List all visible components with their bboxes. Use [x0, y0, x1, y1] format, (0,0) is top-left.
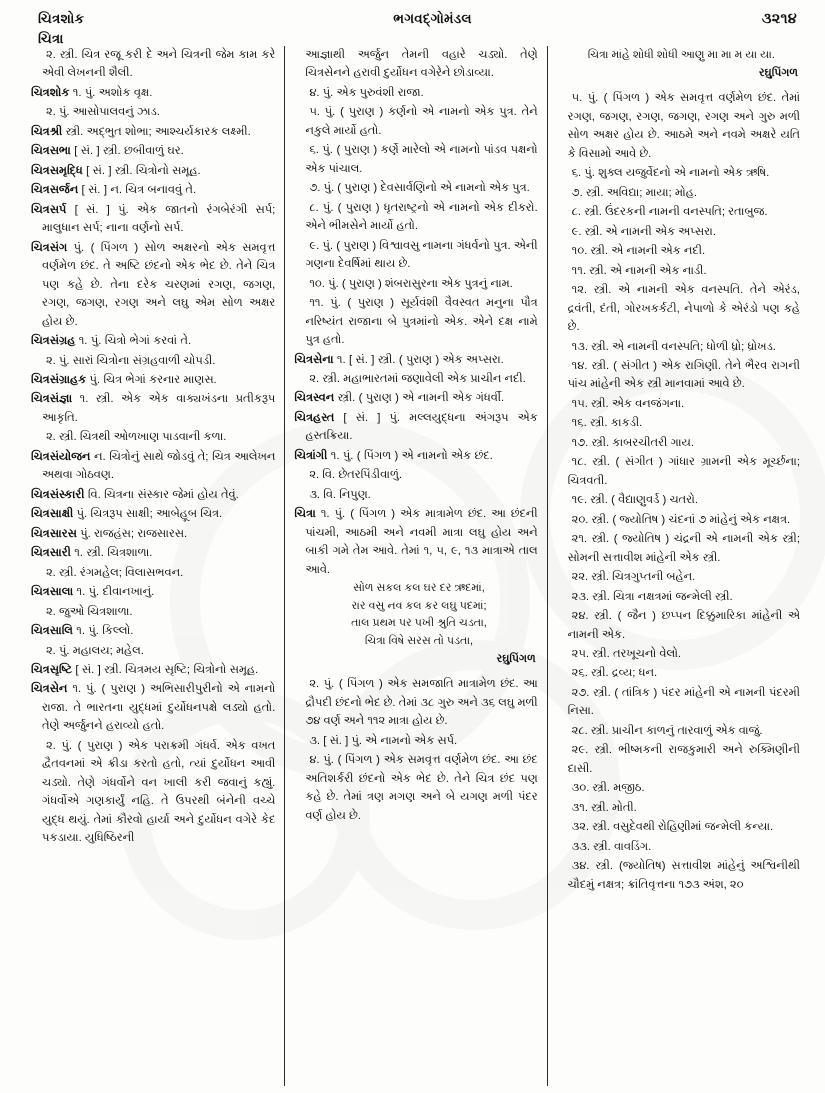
entry-headword: ચિત્રસાક્ષી: [31, 508, 74, 521]
entry-headword: ચિત્રસ્વન: [294, 392, 335, 405]
entry-sense: [557, 357, 800, 394]
dictionary-entry: [31, 486, 275, 504]
entry-text: [ સં. ] સ્ત્રી. ચિત્રમય સૃષ્ટિ; ચિત્રોનો સમૂહ.: [72, 664, 259, 676]
entry-sense: [557, 588, 800, 606]
entry-sense: [31, 642, 275, 660]
dictionary-entry: [31, 84, 275, 102]
entry-sense: [557, 184, 800, 202]
entry-headword: ચિત્રશ્રી: [31, 125, 63, 138]
entry-headword: ચિત્રસંયોજન: [31, 450, 91, 463]
entry-sense: [557, 568, 800, 586]
entry-text: [ સં. ] પું. એક જાતનો રંગબેરંગી સર્પ; માલુધાન સર્પ; નાના વર્ણનો સર્પ.: [42, 203, 276, 235]
verse-line: રાર વસુ નવ કલ કર લઘુ પદમાં;: [351, 599, 487, 612]
dictionary-title: ભગવદ્ગોમંડલ: [393, 11, 472, 26]
dictionary-entry: [31, 622, 275, 640]
entry-headword: ચિત્રસમૃદ્ધિ: [31, 164, 83, 177]
entry-text: ૯. સ્ત્રી. એ નામની એક અપ્સરા.: [571, 225, 717, 238]
entry-sense: [557, 664, 800, 682]
entry-text: ૨. સ્ત્રી. મહાભારતમાં જણાવેલી એક પ્રાચીન નદી.: [309, 372, 526, 385]
entry-text: ૨. સ્ત્રી. રંગમહેલ; વિલાસભવન.: [46, 566, 184, 579]
entry-sense: [31, 603, 275, 621]
entry-sense: [294, 141, 537, 178]
entry-sense: [557, 203, 800, 221]
entry-text: ૨. પું. ( પિંગળ ) એક સમજાતિ માત્રામેળ છંદ. આ દ્રૌપદી છંદનો ભેદ છે. તેમાં ૩૮ ગુરુ અને ૩૬ લઘુ મળી ૭૪ વર્ણ અને ૧૧૨ માત્રા હોય છે.: [305, 678, 538, 728]
entry-text: [ સં. ] પું. મલ્લયુદ્ધના અંગરૂપ એક હસ્તક્રિયા.: [305, 411, 538, 443]
entry-text: ૧. પું. અશોક વૃક્ષ.: [69, 86, 153, 99]
entry-sense: [557, 799, 800, 817]
entry-text: ૩૦. સ્ત્રી. મજીઠ.: [571, 782, 645, 795]
verse-line: ચિત્રા માંહે શોધી શોધી આણુ મા મા મ યા યા.: [587, 49, 775, 61]
dictionary-entry: [31, 239, 275, 331]
entry-text: ૨૩. સ્ત્રી. ચિત્રા નક્ષત્રમાં જન્મેલી સ્ત્રી.: [571, 590, 733, 603]
entry-sense: [557, 838, 800, 856]
column-body: [294, 46, 537, 825]
entry-text: ૭. પું. ( પુરાણ ) દેવસાર્વણિનો એ નામનો એક પુત્ર.: [309, 182, 530, 195]
verse-block: [557, 47, 800, 65]
entry-text: ૧૮. સ્ત્રી. ( સંગીત ) ગાંધાર ગ્રામની એક મૂર્ચ્છના; ચિત્રવતી.: [567, 456, 800, 487]
entry-sense: [294, 237, 537, 274]
entry-sense: [31, 103, 275, 121]
entry-text: ૨૨. સ્ત્રી. ચિત્રગુપ્તની બહેન.: [571, 571, 696, 584]
entry-sense: [294, 84, 537, 102]
entry-text: ૨૯. સ્ત્રી. ભીષ્મકની રાજકુમારી અને રુક્મિણીની દાસી.: [567, 744, 800, 775]
entry-sense: [294, 103, 537, 140]
entry-sense: [294, 732, 537, 750]
entry-sense: [557, 645, 800, 663]
entry-headword: ચિત્રસંજ્ઞા: [31, 393, 73, 406]
entry-text: ૫. પું. ( પુરાણ ) કર્ણનો એ નામનો એક પુત્ર. તેને નકુલે માર્યો હતો.: [305, 106, 538, 137]
entry-text: ૧૫. સ્ત્રી. એક વનજંગના.: [571, 397, 685, 410]
entry-headword: ચિત્રસેન: [31, 683, 68, 696]
entry-text: ૯. પું. ( પુરાણ ) વિશ્વાવસુ નામના ગંધર્વનો પુત્ર. એની ગણના દેવર્ષિમાં થાય છે.: [305, 239, 538, 271]
entry-text: ૧. સ્ત્રી. ચિત્રશાળા.: [70, 547, 153, 560]
entry-sense: [31, 564, 275, 582]
entry-text: ૪. પું. ( પિંગળ ) એક સમવૃત્ત વર્ણમેળ છંદ. આ છંદ અતિશર્કરી છંદનો એક ભેદ છે. તેને ચિત્ર છંદ પણ કહે છે. તેમાં ત્રણ મગણ અને બે યગણ મળી પંદર વર્ણ હોય છે.: [305, 754, 538, 822]
entry-headword: ચિત્રસર્જન: [31, 184, 79, 197]
entry-sense: [557, 414, 800, 432]
entry-text: ૨. જુઓ ચિત્રશાળા.: [46, 605, 133, 618]
entry-headword: ચિત્રાંગી: [294, 449, 328, 462]
entry-headword: ચિત્રસાલા: [31, 586, 74, 599]
column-body: [31, 46, 275, 848]
entry-headword: ચિત્રસૃષ્ટિ: [31, 664, 72, 676]
entry-text: ૧. પું. કિલ્લો.: [72, 625, 134, 638]
entry-text: ૨૫. સ્ત્રી. તરખૂચનો વેલો.: [571, 648, 682, 660]
entry-text: આજ્ઞાથી અર્જુન તેમની વહારે ચડ્યો. તેણે ચિત્રસેનને હરાવી દુર્યોધન વગેરેને છોડાવ્યા.: [305, 49, 538, 80]
running-head-left-second: ચિત્રા: [38, 30, 64, 46]
entry-headword: ચિત્રસંગ્રાહક: [31, 373, 87, 386]
entry-text: ૩. વિ. નિપુણ.: [309, 488, 371, 501]
entry-headword: ચિત્રસભા: [31, 145, 71, 158]
entry-sense: [294, 370, 537, 388]
entry-sense: [557, 338, 800, 356]
column-1: [22, 46, 284, 1086]
entry-text: ૮. પું. ( પુરાણ ) ધૃતરાષ્ટ્રનો એ નામનો એક દીકરો. એને ભીમસેને માર્યો હતો.: [305, 201, 538, 233]
entry-text: ૧. પું. ચિત્રો ભેગાં કરવાં તે.: [75, 335, 192, 348]
entry-text: ૩૪. સ્ત્રી. (જ્યોતિષ) સત્તાવીશ માંહેનું અશ્વિનીથી ચૌદમું નક્ષત્ર; ક્રાંતિવૃત્તના ૧૭૩ અંશ, ૨૦: [567, 860, 800, 891]
entry-sense: [557, 491, 800, 509]
verse-attribution: રઘુપિંગળ: [758, 66, 798, 79]
entry-text: ૩૨. સ્ત્રી. વસુદેવથી રોહિણીમાં જન્મેલી કન્યા.: [571, 821, 774, 834]
entry-text: પું. ચિત્ર ભેગાં કરનાર માણસ.: [86, 373, 217, 386]
entry-headword: ચિત્રસાલિ: [31, 625, 73, 638]
entry-sense: [31, 352, 275, 370]
entry-sense: [557, 434, 800, 452]
verse-block: [294, 580, 537, 650]
dictionary-entry: [294, 389, 537, 407]
entry-sense: [557, 453, 800, 490]
entry-sense: [557, 242, 800, 260]
entry-text: સ્ત્રી. અદ્ભુત શોભા; આશ્ચર્યકારક લક્ષ્મી.: [62, 125, 251, 138]
entry-sense: [557, 779, 800, 797]
entry-text: ૧. પું. દીવાનખાનું.: [73, 586, 155, 599]
entry-headword: ચિત્રસેના: [294, 353, 334, 366]
entry-sense: [294, 275, 537, 293]
entry-sense: [31, 737, 275, 848]
entry-headword: ચિત્રશોક: [31, 86, 70, 99]
page-number: ૩૨૧૪: [761, 11, 797, 27]
entry-text: ૧. પું. ( પુરાણ ) અભિસારીપુરીનો એ નામનો રાજા. તે ભારતના યુદ્ધમાં દુર્યોધનપક્ષે લડ્યો હતો. તેણે અર્જુનને હરાવ્યો હતો.: [42, 683, 276, 733]
entry-text: પું. ચિત્રરૂપ સાક્ષી; આબેહૂબ ચિત્ર.: [73, 508, 223, 521]
entry-text: ૮. સ્ત્રી. ઉંદરકની નામની વનસ્પતિ; રતાબુજ.: [571, 206, 768, 219]
entry-sense: [557, 262, 800, 280]
entry-headword: ચિત્રા: [294, 508, 316, 521]
entry-text: ૨૭. સ્ત્રી. ( તાંત્રિક ) પંદર માંહેની એ નામની પંદરમી નિસા.: [567, 686, 800, 718]
entry-text: ૨. સ્ત્રી. ચિત્રથી ઓળખાણ પાડવાની કળા.: [46, 431, 227, 444]
entry-sense: [557, 530, 800, 567]
entry-text: ૧૧. સ્ત્રી. એ નામની એક નાડી.: [571, 264, 707, 277]
entry-sense: [557, 395, 800, 413]
dictionary-entry: [294, 447, 537, 465]
dictionary-entry: [31, 525, 275, 543]
entry-sense: [294, 199, 537, 236]
dictionary-entry: [31, 661, 275, 679]
dictionary-entry: [294, 351, 537, 369]
entry-text: ૧૯. સ્ત્રી. ( વૈદ્યાણુવર્ડ ) ચતરો.: [571, 494, 699, 507]
entry-sense: [557, 511, 800, 529]
entry-sense: [557, 818, 800, 836]
entry-sense: [557, 223, 800, 241]
dictionary-entry: [31, 142, 275, 160]
entry-headword: ચિત્રસારી: [31, 547, 71, 560]
entry-text: ૭. સ્ત્રી. અવિદ્યા; માયા; મોહ.: [571, 186, 698, 199]
entry-text: ૧૦. સ્ત્રી. એ નામની એક નદી.: [571, 245, 706, 258]
entry-sense: [557, 281, 800, 336]
entry-text: ૬. પું. ( પુરાણ ) કર્ણે મારેલો એ નામનો પાંડવ પક્ષનો એક પાંચાલ.: [305, 144, 538, 175]
entry-text: ૨. પું. સારાં ચિત્રોના સંગ્રહવાળી ચોપડી.: [46, 354, 216, 367]
entry-sense: [557, 722, 800, 740]
entry-text: ૪. પું. એક પુરુવંશી રાજા.: [309, 86, 424, 99]
entry-text: ૧. [ સં. ] સ્ત્રી. ( પુરાણ ) એક અપ્સરા.: [333, 353, 504, 366]
column-2: [284, 46, 546, 1086]
entry-text: વિ. ચિત્રના સંસ્કાર જેમાં હોય તેવું.: [84, 488, 239, 501]
entry-sense: [557, 857, 800, 894]
entry-headword: ચિત્રસર્પ: [31, 203, 67, 216]
entry-text: ૨૮. સ્ત્રી. પ્રાચીન કાળનું તારવાળું એક વાજું.: [571, 724, 763, 737]
entry-text: ૫. પું. ( પિંગળ ) એક સમવૃત્ત વર્ણમેળ છંદ. તેમાં રગણ, જગણ, રગણ, જગણ, રગણ અને ગુરુ મળી સોળ અક્ષર હોય છે. આઠમે અને નવમે અક્ષરે યતિ કે વિસામો આવે છે.: [567, 92, 800, 160]
entry-headword: ચિત્રસંગ્રહ: [31, 335, 76, 348]
entry-sense: [557, 684, 800, 721]
column-body: [557, 47, 800, 894]
entry-headword: ચિત્રહસ્ત: [294, 411, 335, 424]
page-header: [0, 0, 825, 46]
entry-text: પું. ( પિંગળ ) સોળ અક્ષરનો એક સમવૃત્ત વર્ણમેળ છંદ. તે અષ્ટિ છંદનો એક ભેદ છે. તેને ચિત્ર પણ કહે છે. તેના દરેક ચરણમાં રગણ, જગણ, રગણ, જગણ, રગણ અને લઘુ એમ સોળ અક્ષર હોય છે.: [42, 241, 276, 328]
column-3: [547, 46, 809, 1086]
verse-line: ચિત્રા વિષે સરસ તો પડતા,: [364, 634, 474, 647]
entry-text: ૧૬. સ્ત્રી. કાકડી.: [571, 417, 643, 430]
entry-headword: ચિત્રસારસ: [31, 527, 77, 540]
entry-text: ૬. પું. શુક્લ યજુર્વેદનો એ નામનો એક ઋષિ.: [571, 167, 770, 180]
entry-text: ૨૬. સ્ત્રી. દ્રવ્ય; ધન.: [571, 667, 658, 680]
entry-text: ૧. પું. ( પિંગળ ) એ નામનો એક છંદ.: [327, 449, 493, 462]
entry-text: ૧૭. સ્ત્રી. કાબરચીતરી ગાય.: [571, 436, 694, 449]
text-columns: [0, 46, 825, 1086]
entry-sense: [557, 607, 800, 644]
entry-text: ૧૧. પું. ( પુરાણ ) સૂર્યવંશી વૈવસ્વત મનુના પૌત્ર નરિષ્યંત રાજાના બે પુત્રમાંનો એક. એને દક્ષ નામે પુત્ર હતો.: [305, 297, 538, 347]
dictionary-entry: [31, 201, 275, 238]
entry-text: ૨૦. સ્ત્રી. ( જ્યોતિષ ) ચંદનાં ૭ માંહેનું એક નક્ષત્ર.: [571, 513, 791, 526]
entry-text: ૧૩. સ્ત્રી. એ નામની વનસ્પતિ; ધોળી ધ્રો; ધ્રોખડ.: [571, 340, 776, 353]
verse-attribution: રઘુપિંગળ: [496, 652, 536, 665]
entry-headword: ચિત્રસંસ્કારી: [31, 488, 85, 501]
header-row: [38, 10, 797, 30]
verse-line: તાલ પ્રથમ પર પખી શ્રુતિ ચડતા,: [351, 617, 487, 630]
entry-text: ૨૧. સ્ત્રી. ( જ્યોતિષ ) ચંદ્રની એ નામની એક સ્ત્રી; સોમની સત્તાવીશ માંહેની એક સ્ત્રી.: [567, 533, 800, 564]
entry-headword: ચિત્રસંગ: [31, 241, 68, 254]
dictionary-entry: [31, 583, 275, 601]
entry-text: [ સં. ] ન. ચિત્ર બનાવવું તે.: [78, 184, 197, 197]
entry-sense: [557, 164, 800, 182]
running-head-left: ચિત્રશોક: [38, 11, 85, 26]
entry-sense: [557, 89, 800, 163]
entry-text: ૨. વિ. છેતરપિંડીવાળું.: [309, 469, 403, 482]
entry-sense: [294, 486, 537, 504]
entry-text: ૨. સ્ત્રી. ચિત્ર રજૂ કરી દે અને ચિત્રની જેમ કામ કરે એવી લેખનની શૈલી.: [42, 49, 276, 80]
entry-text: સ્ત્રી. ( પુરાણ ) એ નામની એક ગંધર્વી.: [334, 392, 505, 405]
entry-sense: [294, 466, 537, 484]
dictionary-entry: [31, 181, 275, 199]
entry-text: ૩૧. સ્ત્રી. મોતી.: [571, 801, 637, 814]
dictionary-entry: [31, 332, 275, 350]
dictionary-entry: [31, 448, 275, 485]
dictionary-entry: [31, 371, 275, 389]
entry-sense: [294, 751, 537, 825]
dictionary-entry: [31, 544, 275, 562]
entry-text: ૨. પું. આસોપાલવનું ઝાડ.: [46, 106, 160, 119]
entry-text: [ સં. ] સ્ત્રી. ચિત્રોનો સમૂહ.: [82, 164, 201, 177]
entry-text: ૧. સ્ત્રી. એક એક વાક્યખંડના પ્રતીકરૂપ આકૃતિ.: [42, 393, 276, 424]
entry-text: ૧. પું. ( પિંગળ ) એક માત્રામેળ છંદ. આ છંદની પાંચમી, આઠમી અને નવમી માત્રા લઘુ હોય અને બાકી ગમે તેમ આવે. તેમાં ૧, ૫, ૯, ૧૩ માત્રાએ તાલ આવે.: [305, 508, 538, 576]
entry-sense: [294, 179, 537, 197]
dictionary-entry: [31, 680, 275, 735]
entry-text: ૧૪. સ્ત્રી. ( સંગીત ) એક રાગિણી. તેને ભૈરવ રાગની પાંચ માંહેની એક સ્ત્રી માનવામાં આવે છે.: [567, 359, 800, 391]
entry-sense: [557, 741, 800, 778]
dictionary-entry: [31, 123, 275, 141]
dictionary-entry: [31, 390, 275, 427]
verse-line: સોળ સકલ કલ ઘર દર ઋદમાં,: [353, 582, 485, 595]
entry-text: [ સં. ] સ્ત્રી. છબીવાળું ઘર.: [70, 145, 184, 158]
entry-text: ૧૦. પું. ( પુરાણ ) શંબરાસુરના એક પુત્રનું નામ.: [309, 277, 513, 290]
entry-text: ૨૪. સ્ત્રી. ( જૈન ) છપ્પન દિક્કુમારિકા માંહેની એ નામની એક.: [567, 610, 800, 641]
dictionary-entry: [31, 162, 275, 180]
entry-sense: [294, 294, 537, 349]
entry-text: ૨. પું. મહાલય; મહેલ.: [46, 644, 144, 657]
entry-continuation: [294, 46, 537, 83]
dictionary-entry: [294, 409, 537, 446]
entry-sense: [294, 675, 537, 730]
entry-text: ૧૨. સ્ત્રી. એ નામની એક વનસ્પતિ. તેને એરંડ, દ્રવંતી, દંતી, ગોરખકર્કટી, નેપાળો કે એરંડો પણ કહે છે.: [567, 284, 800, 334]
entry-text: ૩. [ સં. ] પું. એ નામનો એક સર્પ.: [309, 734, 458, 747]
dictionary-entry: [294, 505, 537, 579]
entry-text: ૩૩. સ્ત્રી. વાવડિંગ.: [571, 840, 652, 853]
entry-text: પું. રાજહંસ; રાજસારસ.: [76, 527, 188, 540]
entry-sense: [31, 46, 275, 83]
entry-text: ન. ચિત્રોનું સાથે જોડવું તે; ચિત્ર આલેખન અથવા ગોઠવણ.: [42, 450, 276, 482]
dictionary-entry: [31, 505, 275, 523]
entry-sense: [31, 428, 275, 446]
entry-text: ૨. પું. ( પુરાણ ) એક પરાક્રમી ગંધર્વ. એક વખત દ્વૈતવનમાં એ ક્રીડા કરતો હતો, ત્યાં દુર્યોધન આવી ચડ્યો. તેણે ગંધર્વોને વન ખાલી કરી જવાનું કહ્યું. ગંધર્વોએ ગણકાર્યું નહિ. તે ઉપરથી બંનેની વચ્ચે યુદ્ધ થયું. તેમાં કૌરવો હાર્યા અને દુર્યોધન વગેરે કેદ પકડાયા. યુધિષ્ઠિરની: [42, 739, 276, 845]
